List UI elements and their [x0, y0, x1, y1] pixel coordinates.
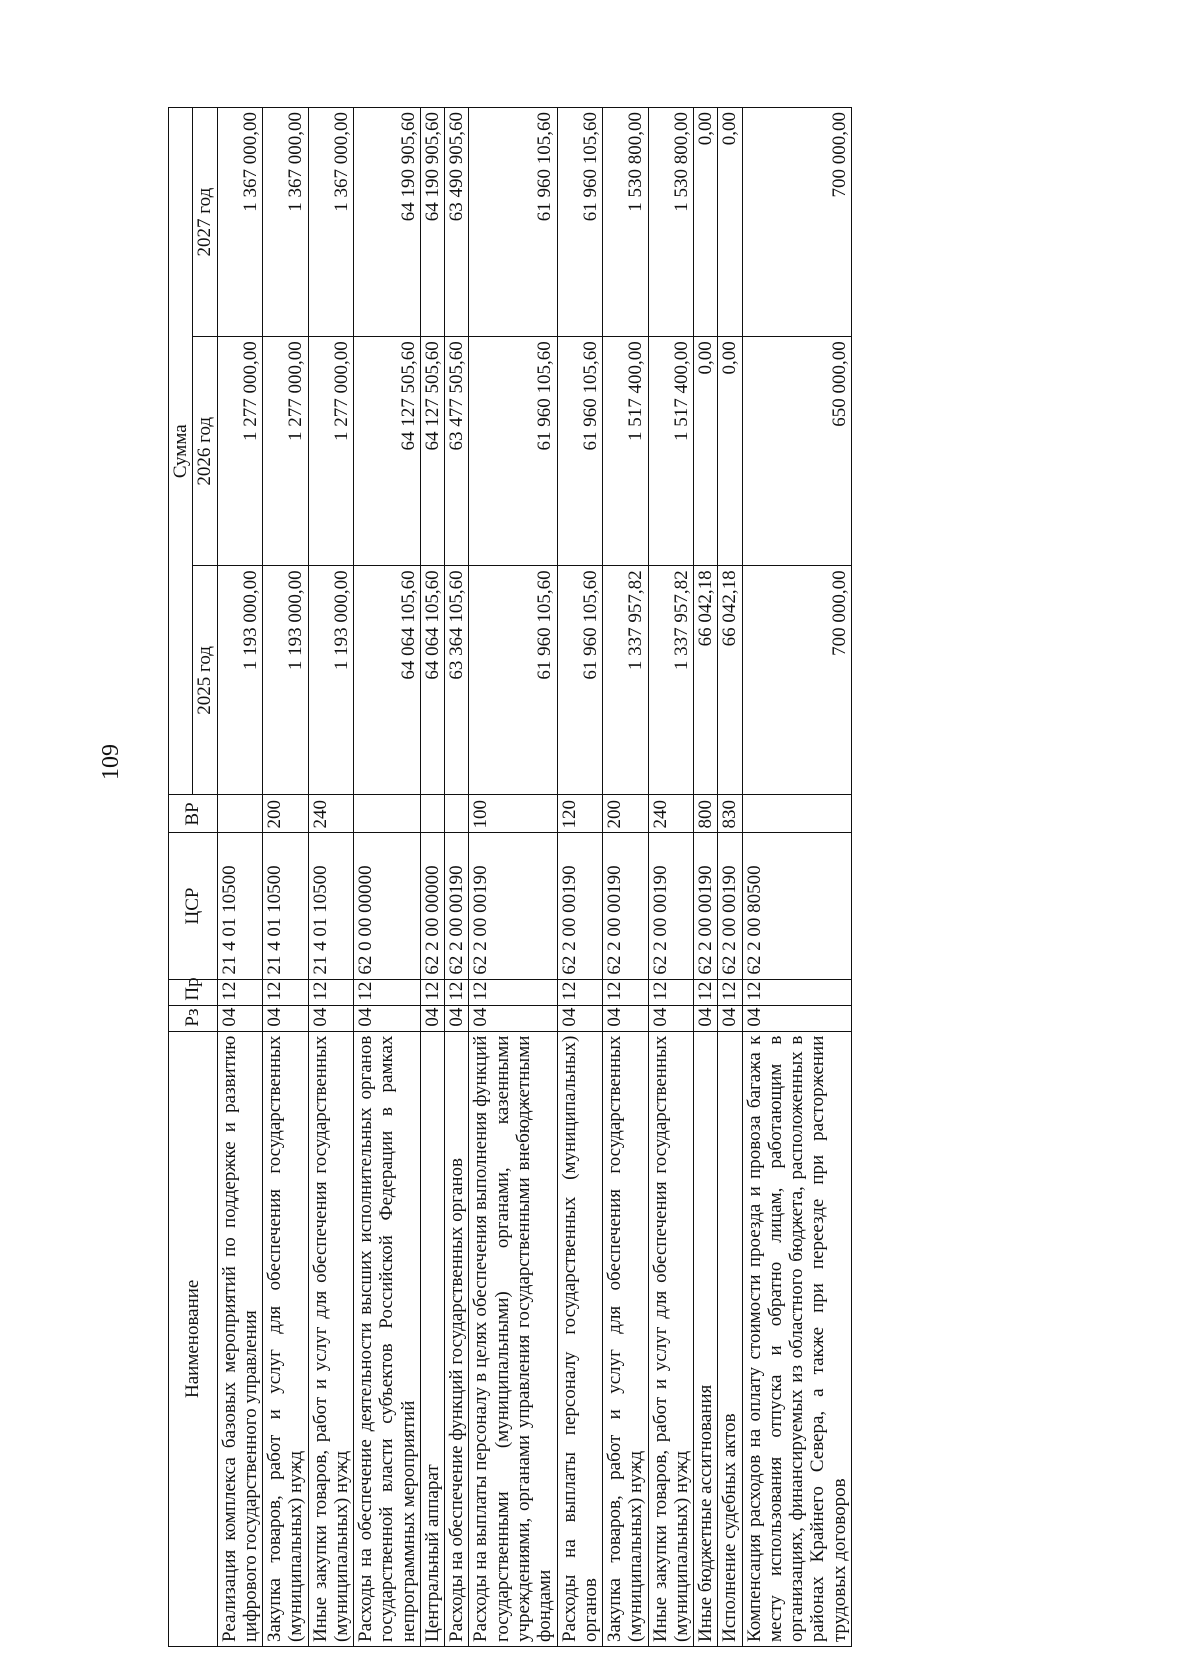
table-row [420, 108, 444, 1647]
row-csr: 62 0 00 00000 [354, 833, 421, 979]
row-2027: 63 490 905,60 [445, 108, 469, 337]
table-row [557, 108, 603, 1647]
table-row [445, 108, 469, 1647]
row-rz: 04 [263, 1005, 309, 1031]
header-2026: 2026 год [193, 337, 217, 566]
row-name: Расходы на выплаты персоналу в целях обеспечения выполнения функций государственными (муниципальными) органами, казенными учреждениями, органами управления государственными внебюджетными фондами [469, 1031, 557, 1646]
row-csr: 62 2 00 00000 [420, 833, 444, 979]
row-name: Расходы на обеспечение деятельности высших исполнительных органов государственной власти субъектов Российской Федерации в рамках непрограммных мероприятий [354, 1031, 421, 1646]
row-pr: 12 [469, 979, 557, 1005]
row-pr: 12 [742, 979, 851, 1005]
row-vr: 100 [469, 795, 557, 833]
row-vr: 240 [308, 795, 354, 833]
row-pr: 12 [557, 979, 603, 1005]
row-vr [354, 795, 421, 833]
row-vr [217, 795, 263, 833]
row-2027: 64 190 905,60 [354, 108, 421, 337]
row-2026: 1 517 400,00 [648, 337, 694, 566]
table-row [718, 108, 742, 1647]
row-csr: 62 2 00 00190 [603, 833, 649, 979]
row-rz: 04 [718, 1005, 742, 1031]
row-2025: 66 042,18 [694, 566, 718, 795]
row-pr: 12 [603, 979, 649, 1005]
row-name: Закупка товаров, работ и услуг для обеспечения государственных (муниципальных) нужд [263, 1031, 309, 1646]
row-2027: 1 367 000,00 [263, 108, 309, 337]
row-csr: 21 4 01 10500 [217, 833, 263, 979]
row-pr: 12 [354, 979, 421, 1005]
row-rz: 04 [648, 1005, 694, 1031]
row-2026: 1 277 000,00 [263, 337, 309, 566]
row-2025: 61 960 105,60 [469, 566, 557, 795]
row-name: Расходы на обеспечение функций государственных органов [445, 1031, 469, 1646]
row-rz: 04 [217, 1005, 263, 1031]
row-2025: 1 337 957,82 [648, 566, 694, 795]
row-name: Иные бюджетные ассигнования [694, 1031, 718, 1646]
row-2027: 1 367 000,00 [217, 108, 263, 337]
row-pr: 12 [445, 979, 469, 1005]
row-vr: 200 [263, 795, 309, 833]
row-2026: 61 960 105,60 [557, 337, 603, 566]
row-csr: 62 2 00 00190 [445, 833, 469, 979]
row-2027: 1 530 800,00 [603, 108, 649, 337]
row-2027: 1 367 000,00 [308, 108, 354, 337]
table-row [694, 108, 718, 1647]
row-csr: 62 2 00 00190 [694, 833, 718, 979]
row-2026: 0,00 [694, 337, 718, 566]
row-2026: 61 960 105,60 [469, 337, 557, 566]
table-row [217, 108, 263, 1647]
row-2025: 1 337 957,82 [603, 566, 649, 795]
header-rz: Рз [169, 1005, 218, 1031]
row-rz: 04 [445, 1005, 469, 1031]
row-vr [420, 795, 444, 833]
row-2026: 1 517 400,00 [603, 337, 649, 566]
row-2027: 61 960 105,60 [469, 108, 557, 337]
rotated-table-frame [168, 107, 1028, 1647]
header-csr: ЦСР [169, 833, 218, 979]
row-rz: 04 [742, 1005, 851, 1031]
row-2026: 1 277 000,00 [217, 337, 263, 566]
table-row [263, 108, 309, 1647]
row-csr: 62 2 00 00190 [648, 833, 694, 979]
table-row [469, 108, 557, 1647]
row-2027: 0,00 [718, 108, 742, 337]
row-2026: 64 127 505,60 [420, 337, 444, 566]
table-row [354, 108, 421, 1647]
table-row [603, 108, 649, 1647]
row-csr: 21 4 01 10500 [308, 833, 354, 979]
row-2027: 61 960 105,60 [557, 108, 603, 337]
table-row [742, 108, 851, 1647]
table-row [648, 108, 694, 1647]
row-vr: 830 [718, 795, 742, 833]
row-csr: 62 2 00 00190 [718, 833, 742, 979]
header-sum: Сумма [169, 108, 193, 795]
header-2027: 2027 год [193, 108, 217, 337]
row-vr: 800 [694, 795, 718, 833]
row-2025: 700 000,00 [742, 566, 851, 795]
row-2026: 64 127 505,60 [354, 337, 421, 566]
row-rz: 04 [354, 1005, 421, 1031]
row-vr [742, 795, 851, 833]
row-2025: 63 364 105,60 [445, 566, 469, 795]
row-csr: 62 2 00 00190 [557, 833, 603, 979]
row-2025: 1 193 000,00 [217, 566, 263, 795]
row-rz: 04 [469, 1005, 557, 1031]
row-2027: 0,00 [694, 108, 718, 337]
header-name: Наименование [169, 1031, 218, 1646]
row-pr: 12 [718, 979, 742, 1005]
row-rz: 04 [557, 1005, 603, 1031]
row-name: Иные закупки товаров, работ и услуг для обеспечения государственных (муниципальных) нужд [648, 1031, 694, 1646]
row-2027: 64 190 905,60 [420, 108, 444, 337]
row-rz: 04 [420, 1005, 444, 1031]
row-2025: 1 193 000,00 [263, 566, 309, 795]
row-2026: 1 277 000,00 [308, 337, 354, 566]
row-rz: 04 [308, 1005, 354, 1031]
row-name: Центральный аппарат [420, 1031, 444, 1646]
row-vr: 120 [557, 795, 603, 833]
row-2025: 66 042,18 [718, 566, 742, 795]
header-pr: Пр [169, 979, 218, 1005]
row-pr: 12 [694, 979, 718, 1005]
row-name: Закупка товаров, работ и услуг для обеспечения государственных (муниципальных) нужд [603, 1031, 649, 1646]
row-csr: 21 4 01 10500 [263, 833, 309, 979]
row-pr: 12 [420, 979, 444, 1005]
header-2025: 2025 год [193, 566, 217, 795]
row-name: Исполнение судебных актов [718, 1031, 742, 1646]
budget-table [168, 107, 852, 1647]
row-2025: 61 960 105,60 [557, 566, 603, 795]
row-vr: 200 [603, 795, 649, 833]
row-vr [445, 795, 469, 833]
page-number: 109 [98, 744, 124, 780]
row-name: Расходы на выплаты персоналу государственных (муниципальных) органов [557, 1031, 603, 1646]
row-2027: 700 000,00 [742, 108, 851, 337]
row-2026: 650 000,00 [742, 337, 851, 566]
row-2027: 1 530 800,00 [648, 108, 694, 337]
row-pr: 12 [308, 979, 354, 1005]
row-rz: 04 [603, 1005, 649, 1031]
row-2025: 1 193 000,00 [308, 566, 354, 795]
row-csr: 62 2 00 00190 [469, 833, 557, 979]
row-name: Компенсация расходов на оплату стоимости проезда и провоза багажа к месту использования отпуска и обратно лицам, работающим в организациях, финансируемых из областного бюджета, расположенных в районах Крайнего Севера, а также при переезде при расторжении трудовых договоров [742, 1031, 851, 1646]
row-name: Реализация комплекса базовых мероприятий по поддержке и развитию цифрового государственного управления [217, 1031, 263, 1646]
row-pr: 12 [648, 979, 694, 1005]
row-2025: 64 064 105,60 [420, 566, 444, 795]
row-rz: 04 [694, 1005, 718, 1031]
row-pr: 12 [263, 979, 309, 1005]
row-vr: 240 [648, 795, 694, 833]
row-name: Иные закупки товаров, работ и услуг для обеспечения государственных (муниципальных) нужд [308, 1031, 354, 1646]
header-vr: ВР [169, 795, 218, 833]
table-row [308, 108, 354, 1647]
row-csr: 62 2 00 80500 [742, 833, 851, 979]
row-pr: 12 [217, 979, 263, 1005]
row-2026: 63 477 505,60 [445, 337, 469, 566]
row-2026: 0,00 [718, 337, 742, 566]
header-row-1 [169, 108, 193, 1647]
row-2025: 64 064 105,60 [354, 566, 421, 795]
